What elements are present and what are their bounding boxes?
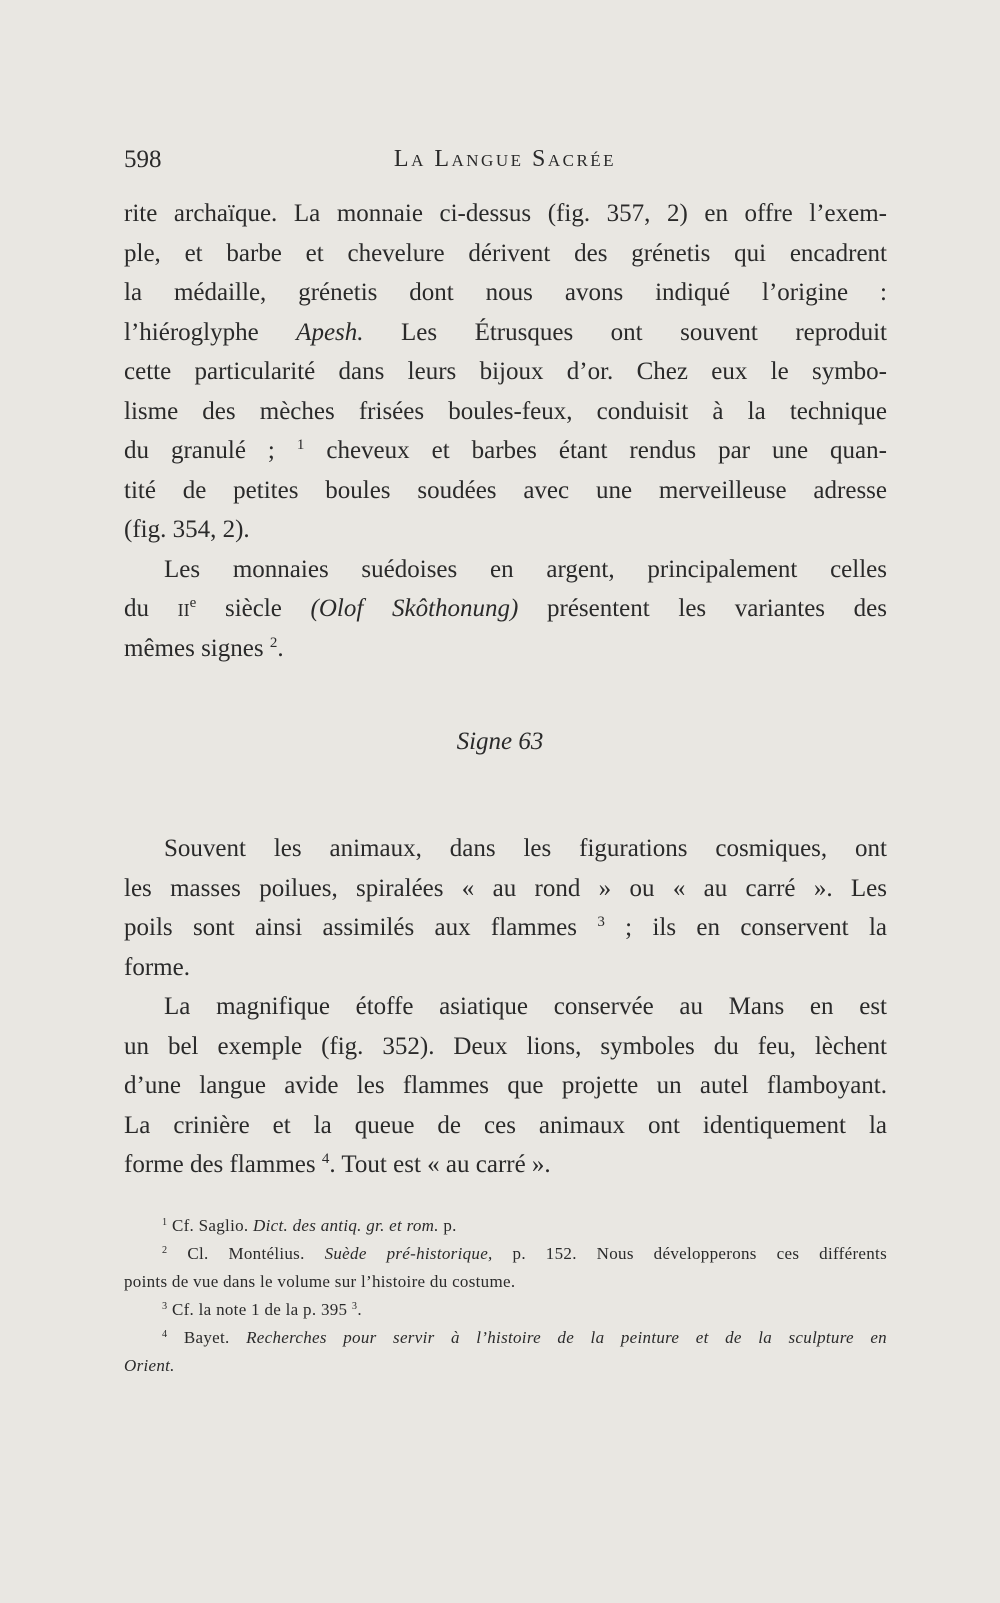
text-line: forme des flammes $^4$. Tout est « au carré ». (124, 1151, 551, 1178)
text-line: forme. (124, 953, 190, 981)
text-line: (fig. 354, 2). (124, 516, 250, 543)
footnote-4-continued: Orient. (124, 1356, 175, 1375)
text-line: du $ii^e$ siècle (Olof Skôthonung) présentent les variantes des (124, 595, 888, 622)
footnote-1: $^1$ Cf. Saglio. Dict. des antiq. gr. et rom. p. (162, 1216, 457, 1235)
section-title: Signe 63 (456, 728, 544, 755)
footnote-ref: 1 (296, 437, 305, 453)
page-number: 598 (124, 146, 162, 173)
century-numeral: ii (177, 595, 190, 622)
text-line: La magnifique étoffe asiatique conservée au Mans en est (164, 993, 887, 1020)
text-line: les masses poilues, spiralées « au rond » ou « au carré ». Les (124, 874, 887, 902)
running-title: La Langue Sacrée (393, 146, 617, 172)
text-line: La crinière et la queue de ces animaux ont identiquement la (124, 1111, 887, 1139)
text-line: ple, et barbe et chevelure dérivent des grénetis qui encadrent (124, 239, 887, 267)
text-line: du granulé ; $^1$ cheveux et barbes étant rendus par une quan- (124, 437, 887, 464)
text-line: lisme des mèches frisées boules-feux, conduisit à la technique (124, 397, 887, 425)
footnotes (124, 1212, 887, 1380)
footnote-ref: 3 (597, 914, 605, 930)
text-line: cette particularité dans leurs bijoux d’or. Chez eux le symbo- (124, 358, 887, 385)
text-line: Les monnaies suédoises en argent, principalement celles (164, 555, 887, 583)
text-line: la médaille, grénetis dont nous avons indiqué l’origine : (124, 279, 887, 306)
body-text-top (124, 194, 887, 668)
footnote-ref: 4 (321, 1151, 330, 1167)
running-head (124, 146, 886, 176)
text-line: rite archaïque. La monnaie ci-dessus (fig. 357, 2) en offre l’exem- (124, 200, 887, 227)
footnote-2-continued: points de vue dans le volume sur l’histoire du costume. (124, 1272, 516, 1291)
text-line: tité de petites boules soudées avec une merveilleuse adresse (124, 476, 887, 504)
footnote-2: $^2$ Cl. Montélius. Suède pré-historique, p. 152. Nous développerons ces différents (162, 1244, 887, 1263)
text-line: Souvent les animaux, dans les figurations cosmiques, ont (164, 835, 887, 862)
text-line: mêmes signes $^2$. (124, 634, 284, 662)
text-line: d’une langue avide les flammes que projette un autel flamboyant. (124, 1072, 887, 1099)
footnote-4: $^4$ Bayet. Recherches pour servir à l’histoire de la peinture et de la sculpture en (162, 1328, 887, 1347)
footnote-ref: 2 (269, 634, 278, 651)
footnote-3: $^3$ Cf. la note 1 de la p. 395 $^3$. (162, 1300, 362, 1319)
text-line: poils sont ainsi assimilés aux flammes $^3$ ; ils en conservent la (124, 914, 887, 941)
text-line: l’hiéroglyphe Apesh. Les Étrusques ont souvent reproduit (124, 318, 887, 346)
body-text-bottom (124, 829, 887, 1185)
italic-name: (Olof Skôthonung) (310, 595, 519, 622)
italic-term: Apesh. (296, 318, 364, 346)
text-line: un bel exemple (fig. 352). Deux lions, symboles du feu, lèchent (124, 1032, 887, 1060)
